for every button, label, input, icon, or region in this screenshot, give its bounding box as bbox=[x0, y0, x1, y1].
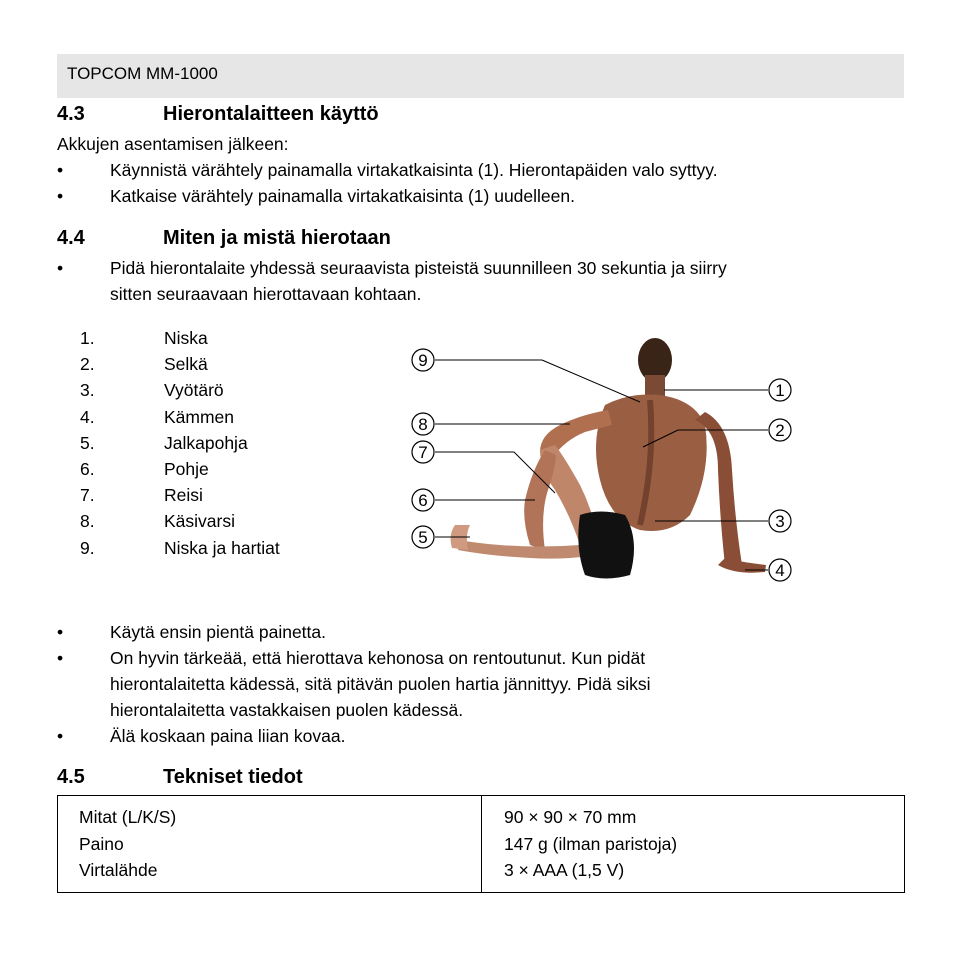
body-massage-points-figure bbox=[405, 330, 805, 590]
bullet-icon: • bbox=[57, 726, 64, 746]
callout-label: 5 bbox=[418, 528, 428, 547]
massage-points-list bbox=[80, 325, 280, 561]
header-title: TOPCOM MM-1000 bbox=[67, 64, 218, 83]
bullet-icon: • bbox=[57, 258, 64, 278]
table-divider bbox=[481, 796, 482, 892]
list-item: Katkaise värähtely painamalla virtakatkaisinta (1) uudelleen. bbox=[110, 186, 575, 206]
item-number: 7. bbox=[80, 485, 95, 506]
section-heading-4-5 bbox=[57, 766, 303, 789]
callout-label: 1 bbox=[775, 381, 785, 400]
list-item: Käynnistä värähtely painamalla virtakatkaisinta (1). Hierontapäiden valo syttyy. bbox=[110, 160, 718, 180]
item-label: Käsivarsi bbox=[164, 511, 235, 532]
callout-label: 6 bbox=[418, 491, 428, 510]
list-item bbox=[80, 456, 280, 482]
item-label: Selkä bbox=[164, 354, 208, 375]
list-item bbox=[80, 325, 280, 351]
item-label: Vyötärö bbox=[164, 380, 224, 401]
section-title: Miten ja mistä hierotaan bbox=[163, 227, 391, 249]
section-title: Hierontalaitteen käyttö bbox=[163, 103, 379, 125]
list-item bbox=[80, 377, 280, 403]
list-item bbox=[80, 351, 280, 377]
callout-label: 7 bbox=[418, 443, 428, 462]
item-number: 8. bbox=[80, 511, 95, 532]
spec-label: Virtalähde bbox=[79, 860, 158, 880]
item-number: 6. bbox=[80, 458, 95, 479]
page-header bbox=[57, 54, 904, 98]
item-number: 3. bbox=[80, 380, 95, 401]
person-illustration bbox=[451, 338, 766, 579]
list-item-line: hierontalaitetta kädessä, sitä pitävän puolen hartia jännittyy. Pidä siksi bbox=[110, 674, 651, 694]
item-number: 2. bbox=[80, 354, 95, 375]
item-number: 5. bbox=[80, 432, 95, 453]
item-label: Reisi bbox=[164, 485, 203, 506]
section-title: Tekniset tiedot bbox=[163, 766, 303, 788]
intro-text: Akkujen asentamisen jälkeen: bbox=[57, 134, 289, 154]
section-number: 4.5 bbox=[57, 766, 85, 788]
list-item bbox=[80, 430, 280, 456]
list-item bbox=[110, 645, 905, 723]
list-item bbox=[80, 508, 280, 534]
callout-label: 9 bbox=[418, 351, 428, 370]
item-label: Jalkapohja bbox=[164, 432, 248, 453]
section-number: 4.3 bbox=[57, 103, 85, 125]
spec-labels bbox=[79, 804, 176, 884]
list-item-line: Pidä hierontalaite yhdessä seuraavista pisteistä suunnilleen 30 sekuntia ja siirry bbox=[110, 258, 727, 278]
bullet-icon: • bbox=[57, 186, 64, 206]
spec-value: 90 × 90 × 70 mm bbox=[504, 807, 637, 827]
list-item bbox=[110, 255, 905, 307]
specs-table bbox=[57, 795, 905, 893]
callout-label: 2 bbox=[775, 421, 785, 440]
bullet-icon: • bbox=[57, 622, 64, 642]
list-item bbox=[80, 482, 280, 508]
table-border bbox=[904, 796, 905, 892]
bullet-icon: • bbox=[57, 160, 64, 180]
spec-value: 147 g (ilman paristoja) bbox=[504, 833, 678, 854]
list-item-line: On hyvin tärkeää, että hierottava kehonosa on rentoutunut. Kun pidät bbox=[110, 648, 646, 668]
spec-label: Mitat (L/K/S) bbox=[79, 807, 177, 827]
item-number: 4. bbox=[80, 406, 95, 427]
list-item bbox=[80, 404, 280, 430]
section-number: 4.4 bbox=[57, 227, 85, 249]
section-heading-4-3 bbox=[57, 103, 379, 126]
spec-value: 3 × AAA (1,5 V) bbox=[504, 860, 625, 880]
callout-label: 3 bbox=[775, 512, 785, 531]
list-item: Älä koskaan paina liian kovaa. bbox=[110, 726, 346, 746]
item-label: Niska bbox=[164, 328, 208, 348]
callout-label: 8 bbox=[418, 415, 428, 434]
table-border bbox=[57, 796, 58, 892]
item-label: Kämmen bbox=[164, 406, 235, 427]
item-number: 9. bbox=[80, 537, 95, 558]
bullet-icon: • bbox=[57, 648, 64, 668]
spec-values bbox=[504, 804, 677, 884]
list-item: Käytä ensin pientä painetta. bbox=[110, 622, 326, 642]
item-label: Pohje bbox=[164, 458, 209, 479]
callout-label: 4 bbox=[775, 561, 785, 580]
section-heading-4-4 bbox=[57, 227, 391, 250]
item-label: Niska ja hartiat bbox=[164, 537, 280, 558]
list-item-line: hierontalaitetta vastakkaisen puolen kädessä. bbox=[110, 700, 464, 720]
list-item-line: sitten seuraavaan hierottavaan kohtaan. bbox=[110, 284, 422, 304]
item-number: 1. bbox=[80, 328, 95, 348]
spec-label: Paino bbox=[79, 833, 124, 854]
list-item bbox=[80, 535, 280, 561]
